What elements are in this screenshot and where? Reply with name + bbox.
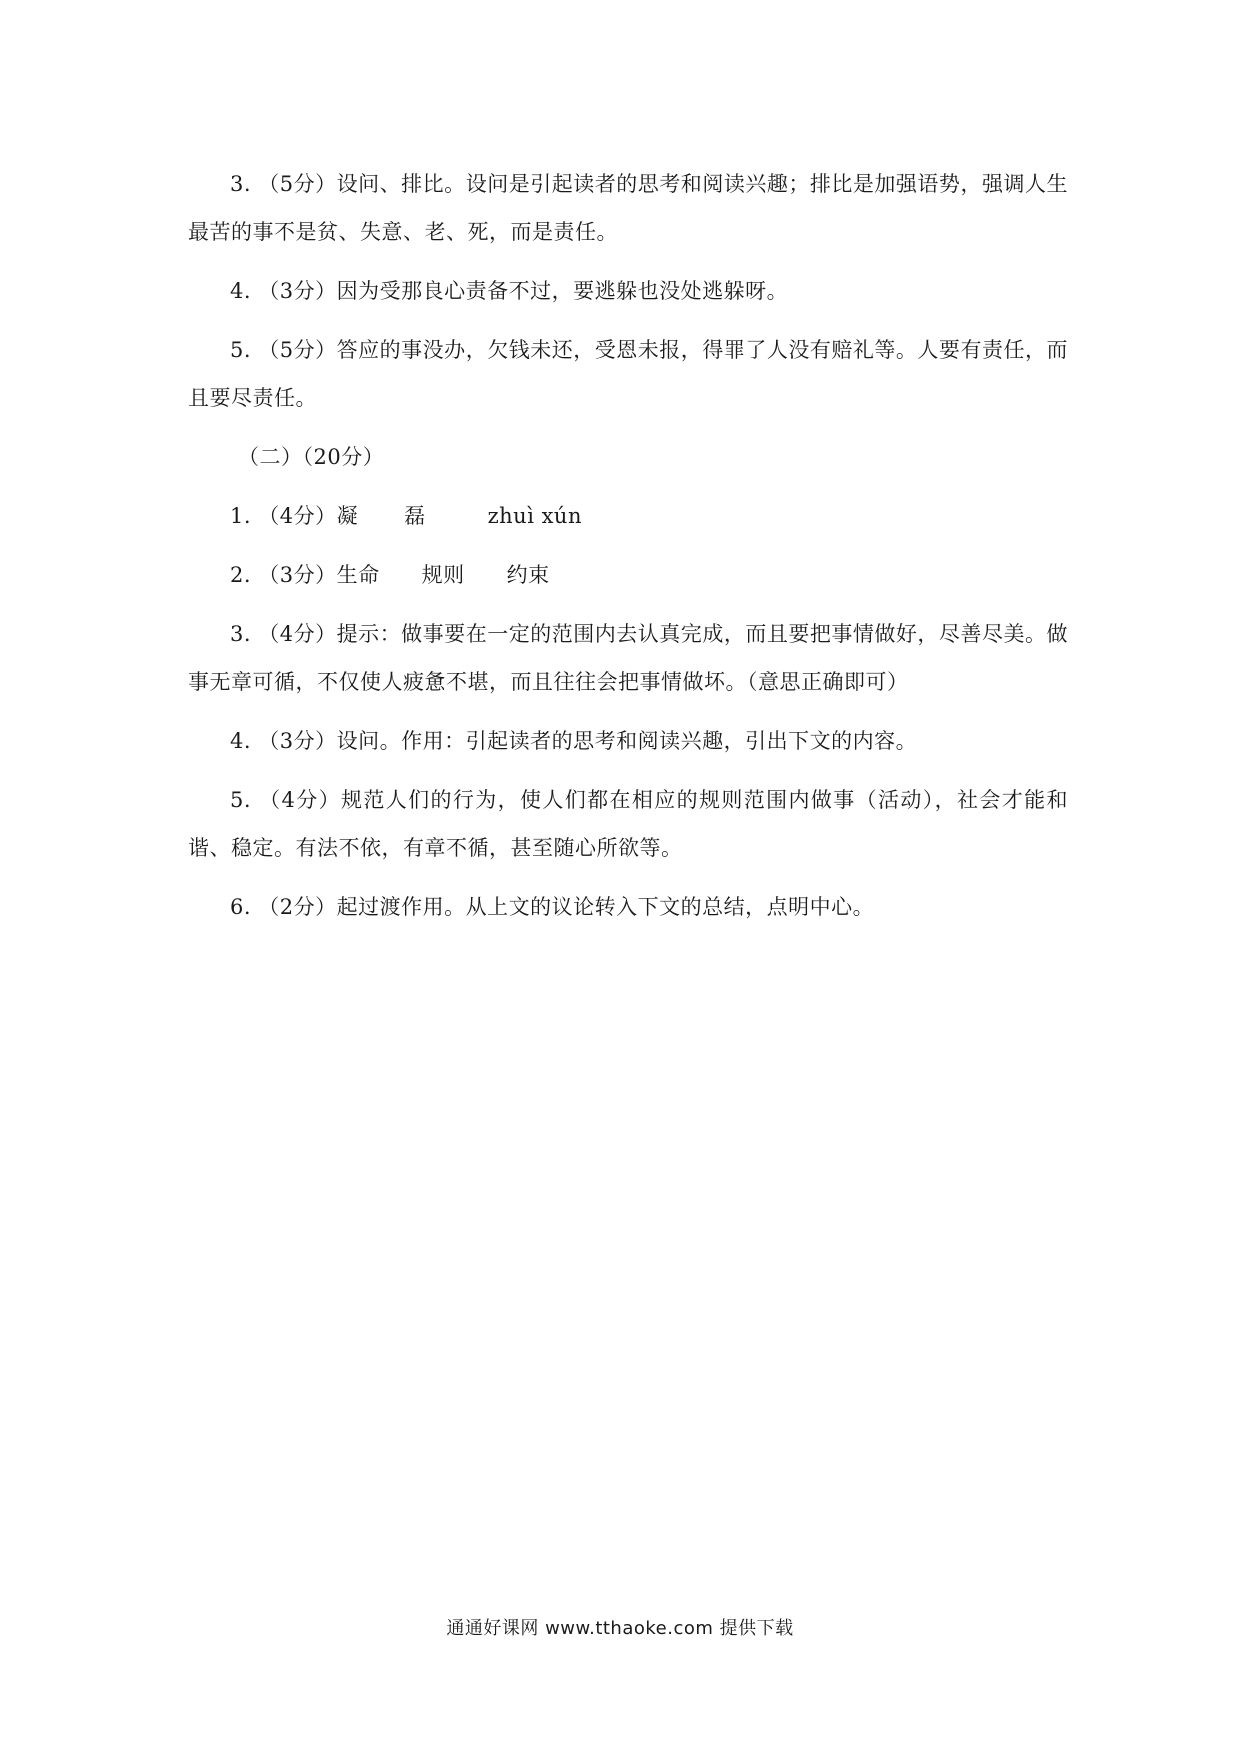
q2-item3: 约束 [506,563,550,587]
answer-paragraph: 3. （5分）设问、排比。设问是引起读者的思考和阅读兴趣；排比是加强语势，强调人生最苦的事不是贫、失意、老、死，而是责任。 [188,172,1068,244]
answer-paragraph: 4. （3分）设问。作用：引起读者的思考和阅读兴趣，引出下文的内容。 [230,729,918,753]
answer-paragraph: 5. （4分）规范人们的行为，使人们都在相应的规则范围内做事（活动），社会才能和谐、稳定。有法不依，有章不循，甚至随心所欲等。 [188,788,1068,860]
footer-watermark: 通通好课网 www.tthaoke.com 提供下载 [446,1618,794,1639]
answer-line-q1 [188,492,1068,540]
q1-pinyin: zhuì xún [487,504,582,528]
answer-paragraph: 3. （4分）提示：做事要在一定的范围内去认真完成，而且要把事情做好，尽善尽美。做事无章可循，不仅使人疲惫不堪，而且往往会把事情做坏。（意思正确即可） [188,622,1068,694]
answer-content [188,160,1068,942]
answer-paragraph: 4. （3分）因为受那良心责备不过，要逃躲也没处逃躲呀。 [230,279,789,303]
answer-paragraph: 6. （2分）起过渡作用。从上文的议论转入下文的总结，点明中心。 [230,895,875,919]
section-heading: （二）（20分） [238,445,385,469]
answer-paragraph: 5. （5分）答应的事没办，欠钱未还，受恩未报，得罪了人没有赔礼等。人要有责任，而且要尽责任。 [188,338,1068,410]
q1-label: 1. （4分）凝 [230,504,359,528]
q2-label: 2. （3分）生命 [230,563,380,587]
answer-line-q2 [188,551,1068,599]
q1-item2: 磊 [404,504,426,528]
q2-item2: 规则 [421,563,465,587]
